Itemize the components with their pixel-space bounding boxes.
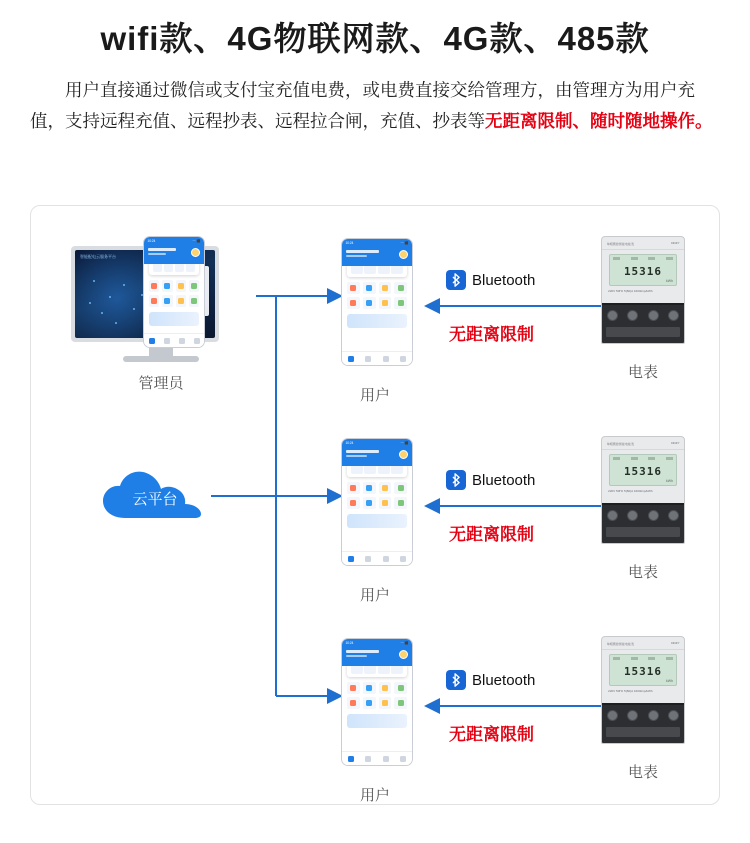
admin-phone [143,236,205,348]
meter-2-head [602,437,684,450]
user-phone-3-app-header [342,647,412,666]
bluetooth-label-2: Bluetooth [472,471,536,489]
meter-label-1: 电表 [627,364,658,381]
admin-phone-icon-grid [144,278,204,309]
meter-1-info: 220V 50Hz 5(60)A 1600imp/kWh [608,289,653,293]
meter-2-head-left: 单相费控智能电能表 [606,441,634,446]
avatar [191,248,200,257]
electric-meter-3 [601,636,685,744]
bluetooth-glyph [450,273,462,287]
meter-1-head-right: DDZY [671,241,680,245]
meter-3-lcd [609,654,677,686]
meter-2-lcd [609,454,677,486]
user-phone-1-status-icons: ··· ⬛ [400,241,409,245]
user-phone-3-statusbar [342,639,412,647]
meter-3-head-left: 单相费控智能电能表 [606,641,634,646]
user-phone-2-statusbar [342,439,412,447]
description-text: 用户直接通过微信或支付宝充值电费，或电费直接交给管理方，由管理方为用户充值，支持远程充值、远程抄表、远程拉合闸，充值、抄表等 [30,79,695,131]
admin-phone-status-icons: ··· ⬛ [192,239,201,243]
user-phone-2 [341,438,413,566]
admin-phone-tabbar [144,333,204,347]
admin-label: 管理员 [138,375,184,392]
user-phone-1-tabbar [342,351,412,365]
user-phone-3-banner [347,714,407,728]
cloud-platform-node [99,468,211,524]
meter-3-terminal-block [602,703,684,743]
user-label-1: 用户 [359,387,390,404]
user-phone-1-icon-grid [342,280,412,311]
meter-label-3: 电表 [627,764,658,781]
user-phone-2-icon-grid [342,480,412,511]
avatar [399,450,408,459]
user-phone-2-tabbar [342,551,412,565]
user-phone-3-status-icons: ··· ⬛ [400,641,409,645]
meter-3-unit: kWh [666,679,673,683]
meter-2-head-right: DDZY [671,441,680,445]
meter-2-info: 220V 50Hz 5(60)A 1600imp/kWh [608,489,653,493]
bluetooth-label-3: Bluetooth [472,671,536,689]
bluetooth-badge-2 [446,470,535,490]
header-section [0,0,750,136]
diagram-canvas [31,206,719,804]
page-title: wifi款、4G物联网款、4G款、485款 [100,20,650,57]
admin-screen-title: 智能配电云服务平台 [80,254,116,259]
meter-1-head-left: 单相费控智能电能表 [606,241,634,246]
user-phone-1 [341,238,413,366]
bluetooth-badge-1 [446,270,535,290]
admin-phone-time: 10:24 [147,239,156,243]
user-phone-2-banner [347,514,407,528]
bluetooth-glyph [450,473,462,487]
avatar [399,650,408,659]
bluetooth-badge-3 [446,670,535,690]
admin-phone-app-header [144,245,204,264]
user-phone-3 [341,638,413,766]
user-phone-1-time: 10:24 [345,241,354,245]
meter-1-lcd [609,254,677,286]
user-phone-3-tabbar [342,751,412,765]
meter-1-reading: 15316 [623,265,663,278]
meter-3-head-right: DDZY [671,641,680,645]
user-label-2: 用户 [359,587,390,604]
bluetooth-glyph [450,673,462,687]
meter-3-head [602,637,684,650]
page-description [30,75,720,136]
no-limit-label-2: 无距离限制 [449,525,534,544]
admin-phone-statusbar [144,237,204,245]
bluetooth-icon [446,670,466,690]
user-phone-3-icon-grid [342,680,412,711]
meter-2-reading: 15316 [623,465,663,478]
meter-3-reading: 15316 [623,665,663,678]
admin-phone-banner [149,312,199,326]
meter-2-terminal-block [602,503,684,543]
monitor-base [123,356,199,362]
user-phone-3-time: 10:24 [345,641,354,645]
user-phone-2-app-header [342,447,412,466]
bluetooth-icon [446,470,466,490]
user-phone-1-banner [347,314,407,328]
user-phone-2-time: 10:24 [345,441,354,445]
avatar [399,250,408,259]
meter-3-info: 220V 50Hz 5(60)A 1600imp/kWh [608,689,653,693]
meter-1-unit: kWh [666,279,673,283]
bluetooth-label-1: Bluetooth [472,271,536,289]
electric-meter-1 [601,236,685,344]
user-phone-1-statusbar [342,239,412,247]
diagram-panel [30,205,720,805]
meter-label-2: 电表 [627,564,658,581]
cloud-platform-label: 云平台 [132,491,178,508]
meter-1-terminal-block [602,303,684,343]
electric-meter-2 [601,436,685,544]
meter-1-head [602,237,684,250]
description-highlight: 无距离限制、随时随地操作。 [485,110,713,131]
user-phone-1-app-header [342,247,412,266]
bluetooth-icon [446,270,466,290]
meter-2-unit: kWh [666,479,673,483]
no-limit-label-3: 无距离限制 [449,725,534,744]
user-phone-2-status-icons: ··· ⬛ [400,441,409,445]
no-limit-label-1: 无距离限制 [449,325,534,344]
user-label-3: 用户 [359,787,390,804]
